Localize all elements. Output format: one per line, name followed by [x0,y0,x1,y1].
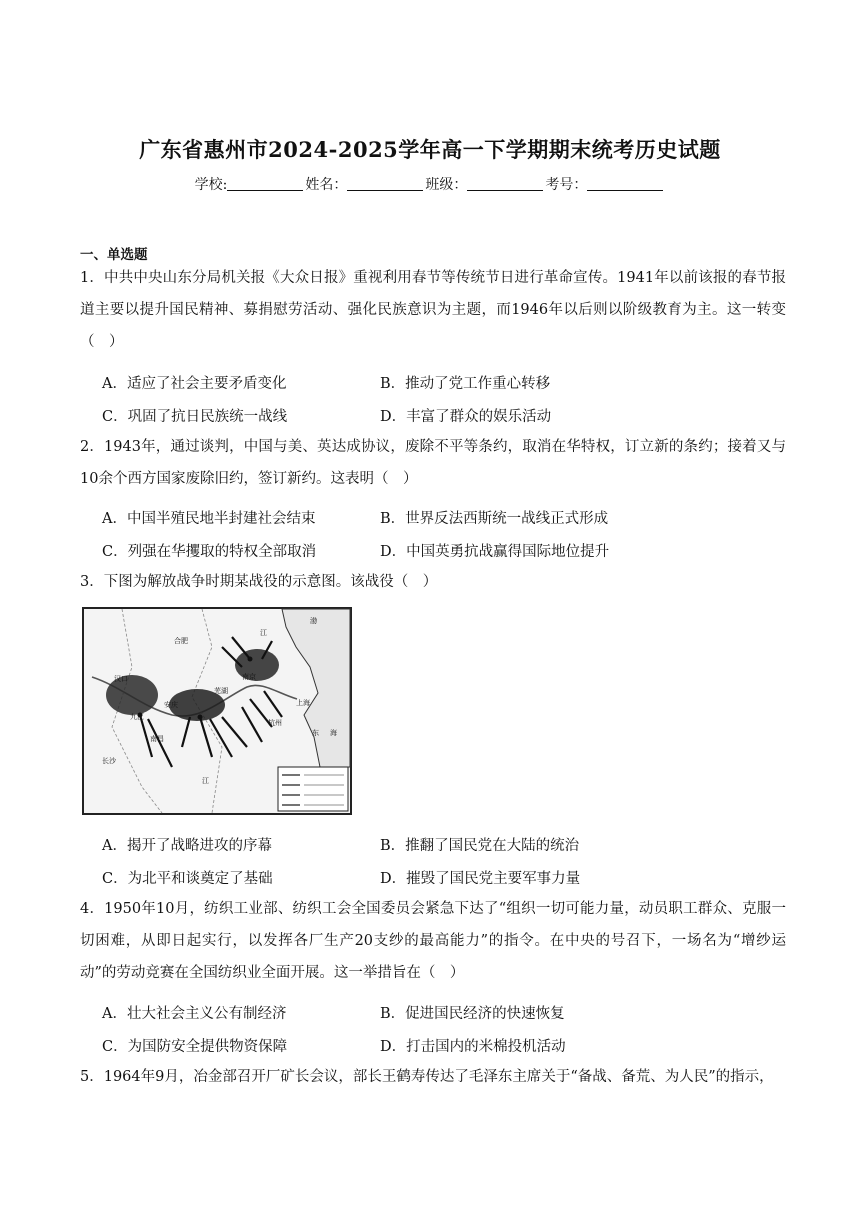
number-blank[interactable] [587,176,663,191]
map-label: 长沙 [102,757,116,765]
battle-map-image [82,607,352,815]
question-4-option-d[interactable]: D．打击国内的米棉投机活动 [380,1039,566,1055]
class-blank[interactable] [467,176,543,191]
map-label: 上海 [296,699,310,707]
map-label: 汉口 [114,675,128,683]
map-label: 合肥 [174,637,188,645]
map-label: 东 [312,729,319,737]
map-label: 安庆 [164,701,178,709]
map-label: 江 [260,629,267,637]
question-2-option-d[interactable]: D．中国英勇抗战赢得国际地位提升 [380,544,610,560]
question-3-option-a[interactable]: A．揭开了战略进攻的序幕 [102,838,272,854]
number-label: 考号： [545,177,588,193]
question-2-option-b[interactable]: B．世界反法西斯统一战线正式形成 [380,511,609,527]
question-5-stem: 5．1964年9月，冶金部召开厂矿长会议，部长王鹤寿传达了毛泽东主席关于“备战、备荒、为人民”的指示， [80,1069,774,1085]
question-1-option-a[interactable]: A．适应了社会主要矛盾变化 [102,376,287,392]
map-label: 海 [330,729,337,737]
question-3-option-d[interactable]: D．摧毁了国民党主要军事力量 [380,871,581,887]
map-label: 杭州 [268,719,282,727]
question-1-option-c[interactable]: C．巩固了抗日民族统一战线 [102,409,288,425]
map-label: 渤 [310,617,317,625]
question-4-stem: 4．1950年10月，纺织工业部、纺织工会全国委员会紧急下达了“组织一切可能力量，动员职工群众、克服一切困难，从即日起实行，以发挥各厂生产20支纱的最高能力”的指令。在中央的号召下，一场名为“增纱运动”的劳动竞赛在全国纺织业全面开展。这一举措旨在（ ） [80,901,786,981]
question-1-option-b[interactable]: B．推动了党工作重心转移 [380,376,551,392]
school-label: 学校: [194,177,228,193]
question-3-option-b[interactable]: B．推翻了国民党在大陆的统治 [380,838,580,854]
student-info-line [0,174,860,194]
question-2-option-a[interactable]: A．中国半殖民地半封建社会结束 [102,511,316,527]
question-4-option-c[interactable]: C．为国防安全提供物资保障 [102,1039,288,1055]
section-title: 一、单选题 [80,247,148,263]
map-label: 九江 [130,713,144,721]
map-label: 南京 [242,673,256,681]
question-2-option-c[interactable]: C．列强在华攫取的特权全部取消 [102,544,317,560]
question-3-option-c[interactable]: C．为北平和谈奠定了基础 [102,871,273,887]
name-blank[interactable] [347,176,423,191]
question-2-stem: 2．1943年，通过谈判，中国与美、英达成协议，废除不平等条约，取消在华特权，订立新的条约；接着又与10余个西方国家废除旧约，签订新约。这表明（ ） [80,439,786,487]
map-label: 南昌 [150,735,164,743]
question-3-stem: 3．下图为解放战争时期某战役的示意图。该战役（ ） [80,574,438,590]
map-label: 芜湖 [214,687,228,695]
page-title: 广东省惠州市2024-2025学年高一下学期期末统考历史试题 [139,137,721,162]
school-blank[interactable] [227,176,303,191]
name-label: 姓名： [305,177,348,193]
map-label: 江 [202,777,209,785]
class-label: 班级： [425,177,468,193]
question-1-option-d[interactable]: D．丰富了群众的娱乐活动 [380,409,552,425]
question-1-stem: 1．中共中央山东分局机关报《大众日报》重视利用春节等传统节日进行革命宣传。1941年以前该报的春节报道主要以提升国民精神、募捐慰劳活动、强化民族意识为主题，而1946年以后则以阶级教育为主。这一转变（ ） [80,270,786,350]
question-4-option-a[interactable]: A．壮大社会主义公有制经济 [102,1006,287,1022]
question-4-option-b[interactable]: B．促进国民经济的快速恢复 [380,1006,565,1022]
